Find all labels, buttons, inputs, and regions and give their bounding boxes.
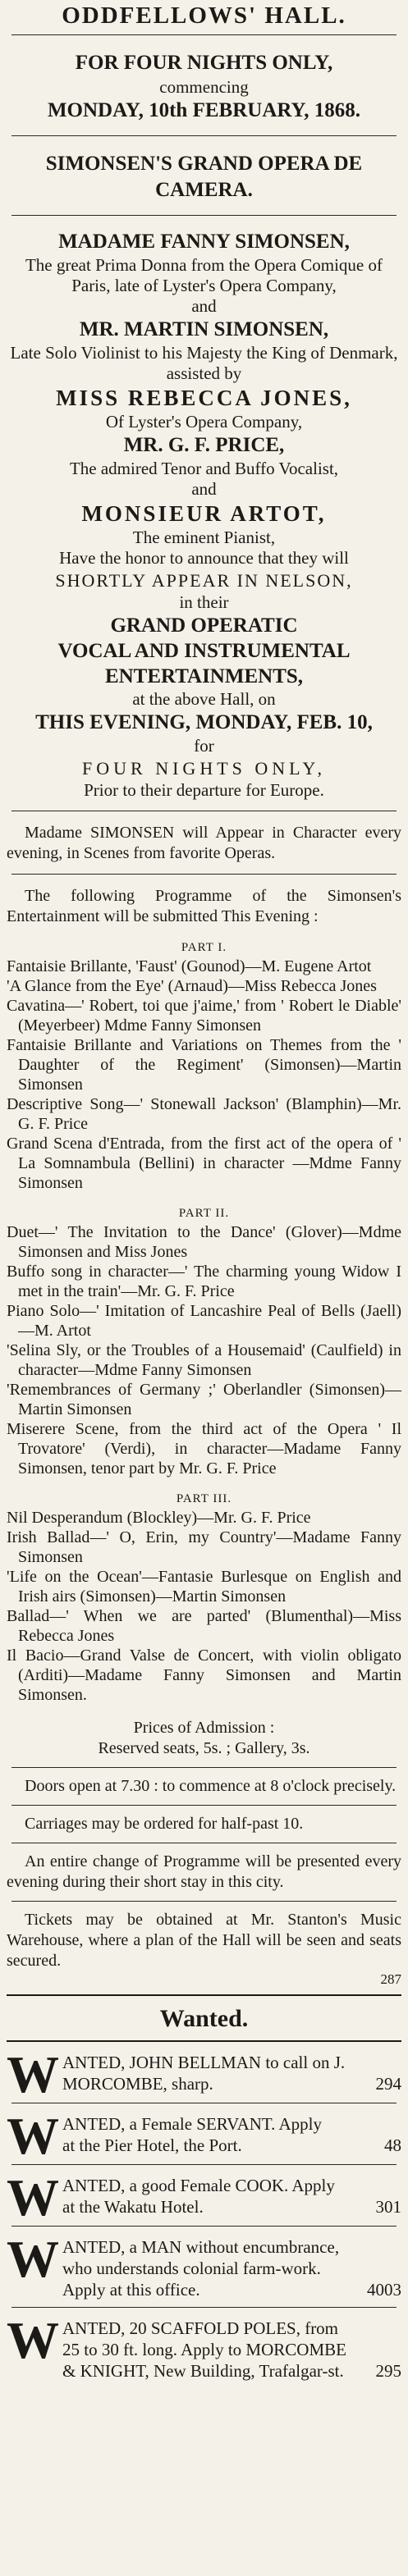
wanted-ad-line: ANTED, a good Female COOK. Apply <box>62 2176 335 2195</box>
performer-martin: MR. MARTIN SIMONSEN, <box>79 318 329 340</box>
in-their-text: in their <box>179 592 229 612</box>
programme-item: Irish Ballad—' O, Erin, my Country'—Madame Fanny Simonsen <box>7 1528 401 1566</box>
ad-number: 4003 <box>367 2280 401 2300</box>
ad-number: 295 <box>375 2361 401 2381</box>
shortly-appear: SHORTLY APPEAR IN NELSON, <box>55 570 353 591</box>
part-two-title: PART II. <box>178 1207 230 1220</box>
part-one-title: PART I. <box>181 941 227 954</box>
performer-fanny-desc: The great Prima Donna from the Opera Comique of Paris, late of Lyster's Opera Company, <box>25 255 383 295</box>
part-three-title: PART III. <box>176 1492 232 1505</box>
part-one-list <box>7 957 401 1193</box>
wanted-ad-line: ANTED, a MAN without encumbrance, <box>62 2237 340 2257</box>
programme-change-text: An entire change of Programme will be presented every evening during their short stay in this city. <box>7 1852 401 1891</box>
wanted-ad <box>7 2175 401 2219</box>
programme-item: Piano Solo—' Imitation of Lancashire Peal of Bells (Jaell)—M. Artot <box>7 1302 401 1340</box>
prices-title: Prices of Admission : <box>133 1719 275 1737</box>
wanted-ad-text: MORCOMBE, sharp. <box>62 2074 213 2094</box>
wanted-ad <box>7 2236 401 2300</box>
divider <box>11 2164 397 2165</box>
grand-operatic: GRAND OPERATIC <box>110 614 298 637</box>
wanted-ad <box>7 2113 401 2158</box>
character-note: Madame SIMONSEN will Appear in Character every evening, in Scenes from favorite Operas. <box>7 824 401 862</box>
wanted-ad-line <box>62 2073 401 2094</box>
ad-number: 294 <box>375 2074 401 2094</box>
performer-rebecca-desc: Of Lyster's Opera Company, <box>105 412 303 432</box>
tickets-text: Tickets may be obtained at Mr. Stanton's Music Warehouse, where a plan of the Hall will be seen and seats secured. <box>7 1911 401 1970</box>
wanted-ad <box>7 2052 401 2096</box>
four-nights-heading: FOR FOUR NIGHTS ONLY, <box>75 52 333 74</box>
wanted-ad-line <box>62 2279 401 2300</box>
carriages-text: Carriages may be ordered for half-past 10. <box>25 1815 304 1833</box>
ad-number: 48 <box>384 2135 401 2155</box>
hall-title: ODDFELLOWS' HALL. <box>62 2 346 29</box>
wanted-ad-text: at the Pier Hotel, the Port. <box>62 2135 242 2155</box>
programme-item: Miserere Scene, from the third act of the Opera ' Il Trovatore' (Verdi), in character—Madame Fanny Simonsen, tenor part by Mr. G. F. Price <box>7 1420 401 1478</box>
and-text: and <box>191 479 217 499</box>
wanted-heading: Wanted. <box>159 2005 249 2032</box>
entertainments: ENTERTAINMENTS, <box>104 665 304 687</box>
divider <box>11 135 397 136</box>
part-two-list <box>7 1222 401 1478</box>
performer-martin-desc: Late Solo Violinist to his Majesty the King of Denmark, assisted by <box>10 343 398 383</box>
this-evening: THIS EVENING, MONDAY, FEB. 10, <box>35 711 373 733</box>
prices-text: Reserved seats, 5s. ; Gallery, 3s. <box>98 1739 310 1757</box>
programme-item: 'Life on the Ocean'—Fantasie Burlesque on English and Irish airs (Simonsen)—Martin Simonsen <box>7 1568 401 1605</box>
divider <box>11 874 397 875</box>
divider <box>11 1805 397 1806</box>
wanted-ad-text: & KNIGHT, New Building, Trafalgar-st. <box>62 2361 344 2381</box>
performer-artot-desc: The eminent Pianist, <box>132 528 276 547</box>
wanted-ad-line: 25 to 30 ft. long. Apply to MORCOMBE <box>62 2340 346 2359</box>
at-hall-text: at the above Hall, on <box>132 689 276 709</box>
programme-item: Il Bacio—Grand Valse de Concert, with violin obligato (Arditi)—Madame Fanny Simonsen and Martin Simonsen. <box>7 1647 401 1704</box>
four-nights-only: FOUR NIGHTS ONLY, <box>82 758 326 779</box>
ad-number: 301 <box>375 2197 401 2217</box>
doors-text: Doors open at 7.30 : to commence at 8 o'clock precisely. <box>25 1777 397 1795</box>
programme-item: Descriptive Song—' Stonewall Jackson' (Blamphin)—Mr. G. F. Price <box>7 1095 401 1133</box>
wanted-ad-line <box>62 2360 401 2382</box>
wanted-ad-line: ANTED, a Female SERVANT. Apply <box>62 2114 323 2134</box>
drop-cap: W <box>7 2052 59 2096</box>
prior-text: Prior to their departure for Europe. <box>84 780 324 800</box>
wanted-ad <box>7 2318 401 2382</box>
date-line: MONDAY, 10th FEBRUARY, 1868. <box>47 99 361 121</box>
divider <box>11 1767 397 1768</box>
divider <box>11 34 397 35</box>
programme-intro: The following Programme of the Simonsen's Entertainment will be submitted This Evening : <box>7 887 401 925</box>
wanted-ad-line: ANTED, JOHN BELLMAN to call on J. <box>62 2053 346 2072</box>
performer-rebecca: MISS REBECCA JONES, <box>56 386 352 410</box>
announce-text: Have the honor to announce that they will <box>59 548 349 568</box>
programme-item: Ballad—' When we are parted' (Blumenthal)—Miss Rebecca Jones <box>7 1607 401 1645</box>
programme-item: Grand Scena d'Entrada, from the first act of the opera of ' La Somnambula (Bellini) in character —Mdme Fanny Simonsen <box>7 1135 401 1192</box>
part-three-list <box>7 1508 401 1705</box>
heavy-rule <box>7 1994 401 1996</box>
programme-item: 'Remembrances of Germany ;' Oberlandler (Simonsen)—Martin Simonsen <box>7 1381 401 1418</box>
wanted-ad-line <box>62 2196 401 2217</box>
programme-item: Fantaisie Brillante and Variations on Themes from the ' Daughter of the Regiment' (Simonsen)—Martin Simonsen <box>7 1036 401 1094</box>
performer-artot: MONSIEUR ARTOT, <box>81 501 327 526</box>
wanted-ad-text: at the Wakatu Hotel. <box>62 2197 204 2217</box>
divider <box>11 2307 397 2308</box>
performer-fanny: MADAME FANNY SIMONSEN, <box>58 231 350 253</box>
wanted-ad-line: who understands colonial farm-work. <box>62 2259 321 2278</box>
programme-item: Buffo song in character—' The charming young Widow I met in the train'—Mr. G. F. Price <box>7 1263 401 1300</box>
company-title: SIMONSEN'S GRAND OPERA DE CAMERA. <box>45 153 363 201</box>
programme-item: 'A Glance from the Eye' (Arnaud)—Miss Rebecca Jones <box>7 977 377 995</box>
wanted-ad-text: Apply at this office. <box>62 2280 200 2300</box>
drop-cap: W <box>7 2113 59 2158</box>
heavy-rule <box>7 2040 401 2042</box>
for-text: for <box>194 736 214 756</box>
wanted-ad-line <box>62 2135 401 2156</box>
programme-item: Duet—' The Invitation to the Dance' (Glover)—Mdme Simonsen and Miss Jones <box>7 1223 401 1261</box>
divider <box>11 215 397 216</box>
programme-item: 'Selina Sly, or the Troubles of a Housemaid' (Caulfield) in character—Mdme Fanny Simonsen <box>7 1341 401 1379</box>
drop-cap: W <box>7 2318 59 2369</box>
performer-price-desc: The admired Tenor and Buffo Vocalist, <box>69 459 339 478</box>
programme-item: Cavatina—' Robert, toi que j'aime,' from ' Robert le Diable' (Meyerbeer) Mdme Fanny Simonsen <box>7 997 401 1035</box>
programme-item: Nil Desperandum (Blockley)—Mr. G. F. Price <box>7 1509 311 1527</box>
drop-cap: W <box>7 2236 59 2288</box>
wanted-ad-line: ANTED, 20 SCAFFOLD POLES, from <box>62 2318 339 2338</box>
performer-price: MR. G. F. PRICE, <box>123 434 285 456</box>
divider <box>11 2226 397 2227</box>
programme-item: Fantaisie Brillante, 'Faust' (Gounod)—M. Eugene Artot <box>7 957 372 975</box>
vocal-instrumental: VOCAL AND INSTRUMENTAL <box>57 640 351 662</box>
drop-cap: W <box>7 2175 59 2219</box>
ad-number: 287 <box>380 1971 401 1987</box>
divider <box>11 1901 397 1902</box>
and-text: and <box>191 296 217 316</box>
commencing-text: commencing <box>159 77 249 97</box>
